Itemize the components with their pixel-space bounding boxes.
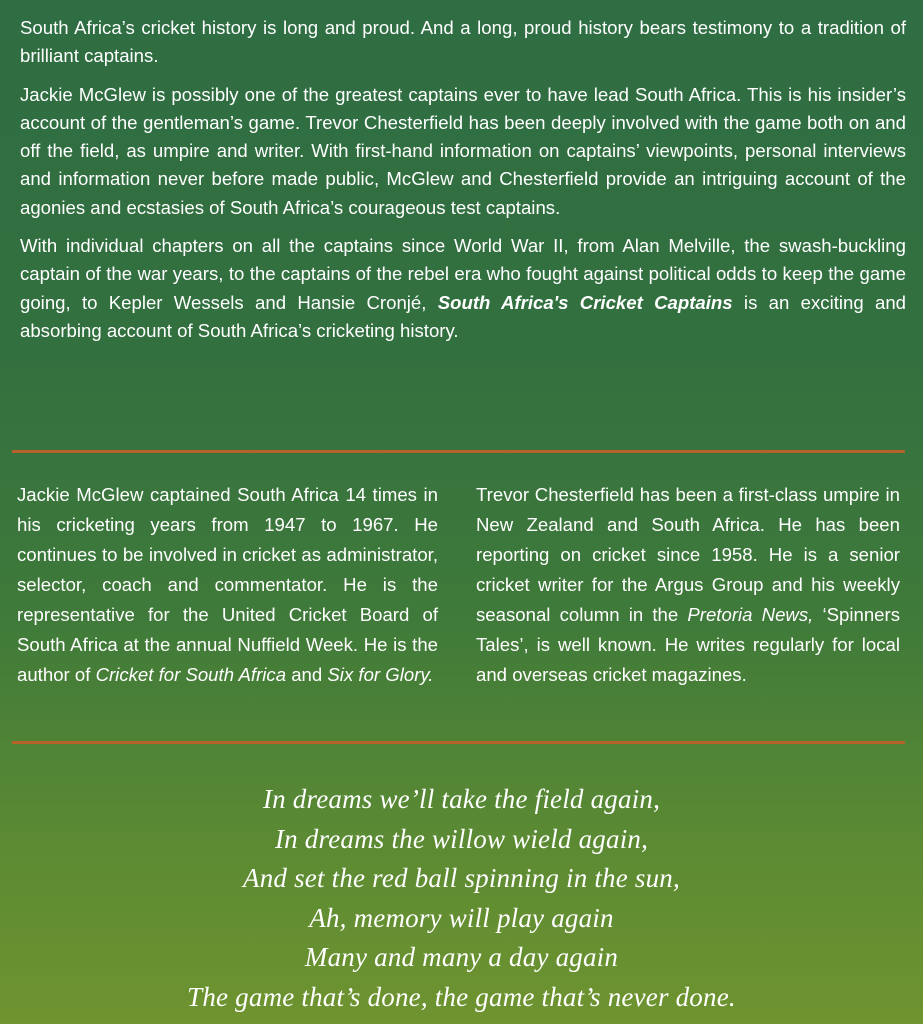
blurb-paragraph-3	[20, 232, 906, 345]
blurb-paragraph-2: Jackie McGlew is possibly one of the greatest captains ever to have lead South Africa. This is his insider’s account of the gentleman’s game. Trevor Chesterfield has been deeply involved with the game both on and off the field, as umpire and writer. With first-hand information on captains’ viewpoints, personal interviews and information never before made public, McGlew and Chesterfield provide an intriguing account of the agonies and ecstasies of South Africa’s courageous test captains.	[20, 83, 906, 218]
author-bio-mcglew	[17, 480, 438, 690]
mcglew-bio-text: Jackie McGlew captained South Africa 14 times in his cricketing years from 1947 to 1967. He continues to be involved in cricket as administrator, selector, coach and commentator. He is the representative for the United Cricket Board of South Africa at the annual Nuffield Week. He is the author of	[17, 484, 438, 685]
poem-line-4: Ah, memory will play again	[309, 902, 614, 933]
blurb-paragraph-3-intro: With individual chapters on all the captains since World War II, from Alan Melville, the swash-buckling captain of the war years, to the captains of the rebel era who fought against political odds to keep the game going, to Kepler Wessels and Hansie Cronjé,	[20, 235, 906, 313]
book-title: South Africa's Cricket Captains	[437, 291, 733, 313]
blurb-section	[20, 14, 906, 345]
author-bio-chesterfield	[476, 480, 900, 690]
poem-verse	[0, 780, 923, 1017]
poem-line-6: The game that’s done, the game that’s never done.	[187, 981, 736, 1012]
divider-top	[12, 450, 905, 453]
mcglew-bio-and: and	[286, 664, 328, 685]
poem-line-5: Many and many a day again	[304, 942, 619, 972]
divider-bottom	[12, 741, 905, 744]
blurb-paragraph-3-outro: is an exciting and absorbing account of South Africa’s cricketing history.	[20, 291, 906, 341]
poem-line-2: In dreams the willow wield again,	[274, 823, 649, 854]
mcglew-book-2: Six for Glory.	[327, 664, 434, 685]
chesterfield-newspaper: Pretoria News,	[687, 604, 814, 625]
mcglew-book-1: Cricket for South Africa	[95, 664, 287, 685]
poem-line-3: And set the red ball spinning in the sun,	[243, 863, 680, 893]
chesterfield-bio-end: ‘Spinners Tales’, is well known. He writes regularly for local and overseas cricket magazines.	[476, 604, 900, 685]
blurb-paragraph-1: South Africa’s cricket history is long and proud. And a long, proud history bears testimony to a tradition of brilliant captains.	[20, 17, 906, 67]
author-bio-mcglew-text	[17, 480, 438, 690]
author-bio-chesterfield-text	[476, 480, 900, 690]
poem-line-1: In dreams we’ll take the field again,	[262, 784, 661, 814]
chesterfield-bio-text: Trevor Chesterfield has been a first-class umpire in New Zealand and South Africa. He has been reporting on cricket since 1958. He is a senior cricket writer for the Argus Group and his weekly seasonal column in the	[476, 484, 900, 625]
